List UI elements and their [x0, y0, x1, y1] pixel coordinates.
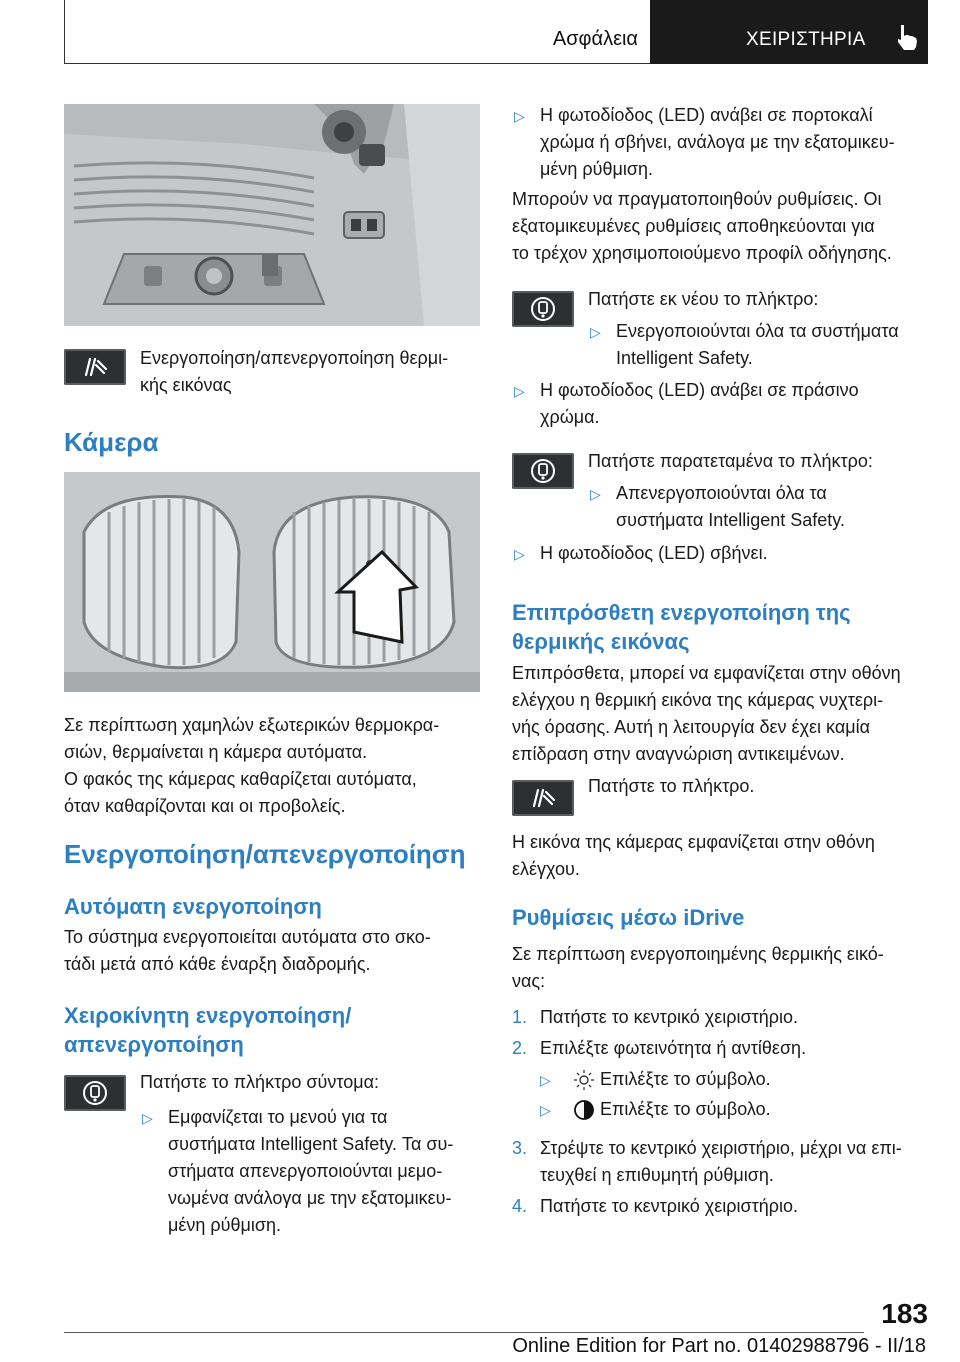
bullet-triangle-icon: ▷ [142, 1110, 153, 1126]
extra-heading-line-1: Επιπρόσθετη ενεργοποίηση της [512, 600, 851, 625]
led-green-line-1: Η φωτοδίοδος (LED) ανάβει σε πράσινο [540, 380, 859, 400]
header-section-title: Ασφάλεια [552, 28, 638, 50]
manual-heading-line-1: Χειροκίνητη ενεργοποίηση/ [64, 1003, 352, 1028]
intelligent-safety-button-icon [64, 1075, 126, 1111]
press-again-text: Πατήστε εκ νέου το πλήκτρο: [588, 289, 819, 309]
led-off-text: Η φωτοδίοδος (LED) σβήνει. [540, 543, 768, 563]
bullet-triangle-icon: ▷ [514, 546, 525, 562]
auto-activation-heading: Αυτόματη ενεργοποίηση [64, 894, 322, 919]
step-number: 4. [512, 1196, 528, 1216]
press-button-text: Πατήστε το πλήκτρο. [588, 776, 755, 796]
hand-pointer-icon [892, 22, 922, 52]
menu-line-2: συστήματα Intelligent Safety. Τα συ- [168, 1134, 454, 1154]
extra-line-4: επίδραση στην αναγνώριση αντικειμένων. [512, 744, 845, 764]
shown-line-1: Η εικόνα της κάμερας εμφανίζεται στην οθόνη [512, 832, 875, 852]
thermal-image-button-icon [512, 780, 574, 816]
extra-heading-line-2: θερμικής εικόνας [512, 629, 690, 654]
extra-line-2: ελέγχου η θερμική εικόνα της κάμερας νυχτερι- [512, 690, 884, 710]
page-number: 183 [881, 1298, 928, 1329]
led-orange-line-2: χρώμα ή σβήνει, ανάλογα με την εξατομικευ- [540, 132, 895, 152]
intelligent-safety-button-icon [512, 453, 574, 489]
low-temp-line-2: σιών, θερμαίνεται η κάμερα αυτόματα. [64, 742, 368, 762]
auto-line-1: Το σύστημα ενεργοποιείται αυτόματα στο σκο- [64, 927, 431, 947]
bullet-triangle-icon: ▷ [540, 1072, 551, 1088]
step-number: 3. [512, 1138, 528, 1158]
idrive-heading: Ρυθμίσεις μέσω iDrive [512, 905, 745, 930]
idrive-intro-line-1: Σε περίπτωση ενεργοποιημένης θερμικής εικό- [512, 944, 884, 964]
all-off-line-2: συστήματα Intelligent Safety. [616, 510, 845, 530]
edition-footer: Online Edition for Part no. 01402988796 - II/18 [512, 1335, 926, 1357]
lens-line-2: όταν καθαρίζονται και οι προβολείς. [64, 796, 346, 816]
low-temp-line-1: Σε περίπτωση χαμηλών εξωτερικών θερμοκρα- [64, 715, 440, 735]
dashboard-light-switch-photo [64, 104, 480, 326]
menu-line-3: στήματα απενεργοποιούνται μεμο- [168, 1161, 443, 1181]
press-long-text: Πατήστε παρατεταμένα το πλήκτρο: [588, 451, 873, 471]
menu-line-1: Εμφανίζεται το μενού για τα [168, 1107, 388, 1127]
kidney-grille-camera-photo [64, 472, 480, 692]
settings-line-3: το τρέχον χρησιμοποιούμενο προφίλ οδήγησης. [512, 243, 892, 263]
auto-line-2: τάδι μετά από κάθε έναρξη διαδρομής. [64, 954, 371, 974]
step-text: Πατήστε το κεντρικό χειριστήριο. [540, 1007, 798, 1027]
lens-line-1: Ο φακός της κάμερας καθαρίζεται αυτόματα, [64, 769, 417, 789]
all-on-line-2: Intelligent Safety. [616, 348, 753, 368]
intelligent-safety-button-icon [512, 291, 574, 327]
led-orange-line-1: Η φωτοδίοδος (LED) ανάβει σε πορτοκαλί [540, 105, 873, 125]
bullet-triangle-icon: ▷ [590, 324, 601, 340]
header-chapter-tab [650, 0, 928, 64]
bullet-triangle-icon: ▷ [540, 1102, 551, 1118]
settings-line-2: εξατομικευμένες ρυθμίσεις αποθηκεύονται για [512, 216, 875, 236]
bullet-triangle-icon: ▷ [514, 108, 525, 124]
thermal-caption-line-2: κής εικόνας [140, 375, 232, 395]
thermal-caption-line-1: Ενεργοποίηση/απενεργοποίηση θερμι- [140, 348, 449, 368]
select-symbol-text: Επιλέξτε το σύμβολο. [600, 1099, 771, 1119]
step-text: Επιλέξτε φωτεινότητα ή αντίθεση. [540, 1038, 807, 1058]
press-short-text: Πατήστε το πλήκτρο σύντομα: [140, 1072, 380, 1092]
shown-line-2: ελέγχου. [512, 859, 580, 879]
menu-line-5: μένη ρύθμιση. [168, 1215, 281, 1235]
step-text: Πατήστε το κεντρικό χειριστήριο. [540, 1196, 798, 1216]
contrast-icon [572, 1098, 596, 1122]
extra-line-3: νής όρασης. Αυτή η λειτουργία δεν έχει καμία [512, 717, 871, 737]
step-number: 1. [512, 1007, 528, 1027]
bullet-triangle-icon: ▷ [590, 486, 601, 502]
led-green-line-2: χρώμα. [540, 407, 600, 427]
idrive-intro-line-2: νας: [512, 971, 546, 991]
menu-line-4: νωμένα ανάλογα με την εξατομικευ- [168, 1188, 452, 1208]
all-off-line-1: Απενεργοποιούνται όλα τα [616, 483, 827, 503]
bullet-triangle-icon: ▷ [514, 383, 525, 399]
select-symbol-text: Επιλέξτε το σύμβολο. [600, 1069, 771, 1089]
camera-heading: Κάμερα [64, 427, 159, 457]
manual-heading-line-2: απενεργοποίηση [64, 1032, 244, 1057]
led-orange-line-3: μένη ρύθμιση. [540, 159, 653, 179]
extra-line-1: Επιπρόσθετα, μπορεί να εμφανίζεται στην οθόνη [512, 663, 901, 683]
thermal-image-button-icon [64, 349, 126, 385]
step-text: Στρέψτε το κεντρικό χειριστήριο, μέχρι να επι- [540, 1138, 902, 1158]
step-number: 2. [512, 1038, 528, 1058]
footer-divider [64, 1332, 864, 1333]
brightness-sun-icon [572, 1068, 596, 1092]
all-on-line-1: Ενεργοποιούνται όλα τα συστήματα [616, 321, 899, 341]
header-chapter-title: ΧΕΙΡΙΣΤΗΡΙΑ [746, 29, 866, 50]
activation-heading: Ενεργοποίηση/απενεργοποίηση [64, 839, 466, 869]
step-text-continued: τευχθεί η επιθυμητή ρύθμιση. [540, 1165, 774, 1185]
settings-line-1: Μπορούν να πραγματοποιηθούν ρυθμίσεις. Οι [512, 189, 882, 209]
